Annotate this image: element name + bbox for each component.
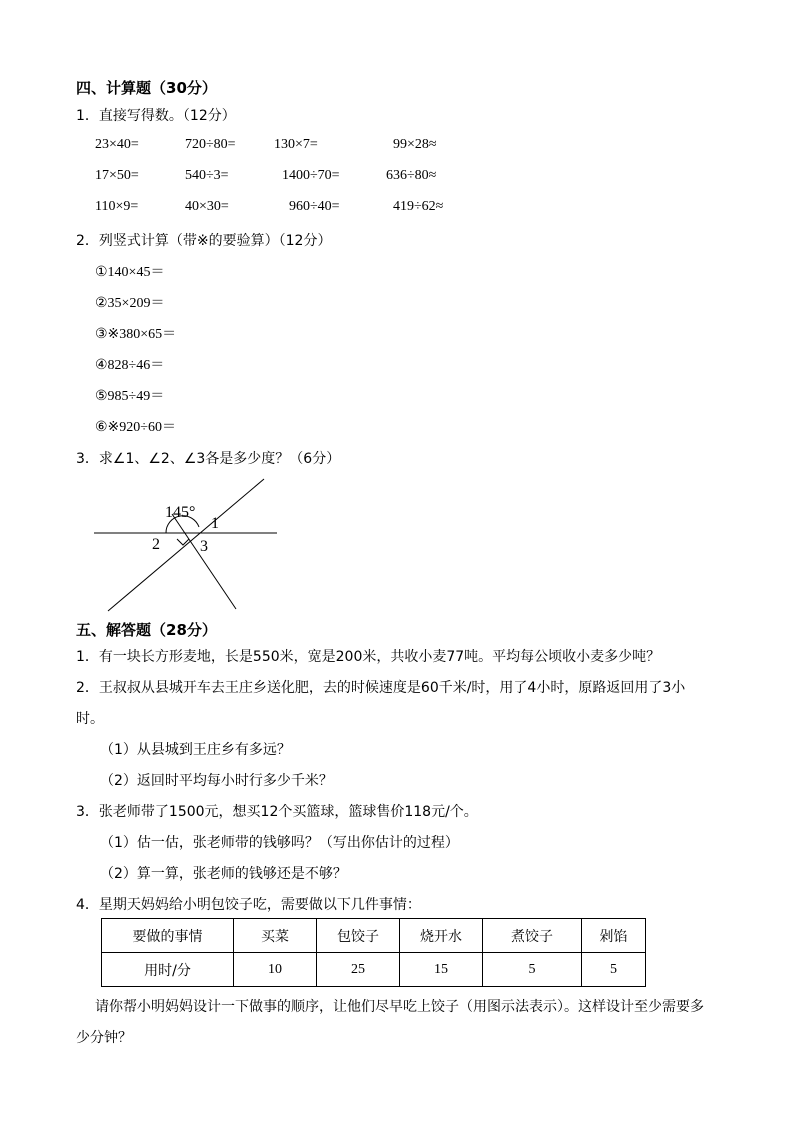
table-cell: 5 (582, 953, 646, 987)
angle-label-1: 1 (211, 515, 219, 532)
table-cell: 25 (317, 953, 400, 987)
table-header-cell: 剁馅 (582, 919, 646, 953)
table-cell: 10 (234, 953, 317, 987)
calc-item: 419÷62≈ (393, 199, 444, 214)
angle-figure (90, 474, 290, 614)
section4-title: 四、计算题（30分） (76, 79, 217, 97)
word-problem-3-line1: 3．张老师带了1500元，想买12个买篮球，篮球售价118元/个。 (76, 804, 478, 820)
table-cell: 15 (400, 953, 483, 987)
word-problem-2-sub1: （1）从县城到王庄乡有多远？ (100, 742, 291, 758)
calc-item: 540÷3= (185, 168, 229, 183)
angle-label-2: 2 (152, 536, 160, 553)
calc-item: 40×30= (185, 199, 229, 214)
section5-title: 五、解答题（28分） (76, 621, 217, 639)
table-row (102, 953, 646, 987)
q3-prompt: 3．求∠1、∠2、∠3各是多少度？（6分） (76, 451, 341, 467)
word-problem-4-para2: 少分钟？ (76, 1030, 132, 1046)
word-problem-3-sub2: （2）算一算，张老师的钱够还是不够？ (100, 866, 347, 882)
calc-item: 110×9= (95, 199, 139, 214)
calc-item: 960÷40= (289, 199, 340, 214)
table-cell: 5 (483, 953, 582, 987)
vertical-calc-item: ④828÷46＝ (95, 358, 165, 373)
table-header-cell: 包饺子 (317, 919, 400, 953)
calc-item: 720÷80= (185, 137, 236, 152)
calc-item: 636÷80≈ (386, 168, 437, 183)
word-problem-4-line1: 4．星期天妈妈给小明包饺子吃，需要做以下几件事情： (76, 897, 421, 913)
angle-label-145: 145° (165, 504, 196, 521)
diagonal-line-1 (108, 479, 264, 611)
vertical-calc-item: ⑥※920÷60＝ (95, 420, 176, 435)
word-problem-2-line1: 2．王叔叔从县城开车去王庄乡送化肥，去的时候速度是60千米/时，用了4小时，原路返回用了3小 (76, 680, 686, 696)
table-header-cell: 买菜 (234, 919, 317, 953)
word-problem-1: 1．有一块长方形麦地，长是550米，宽是200米，共收小麦77吨。平均每公顷收小麦多少吨？ (76, 649, 661, 665)
word-problem-2-line2: 时。 (76, 711, 104, 727)
calc-item: 23×40= (95, 137, 139, 152)
calc-item: 99×28≈ (393, 137, 437, 152)
task-time-table (101, 918, 646, 987)
q2-prompt: 2．列竖式计算（带※的要验算）（12分） (76, 233, 332, 249)
table-header-cell: 烧开水 (400, 919, 483, 953)
table-header-cell: 要做的事情 (102, 919, 234, 953)
word-problem-3-sub1: （1）估一估，张老师带的钱够吗？（写出你估计的过程） (100, 835, 459, 851)
calc-item: 17×50= (95, 168, 139, 183)
vertical-calc-item: ⑤985÷49＝ (95, 389, 165, 404)
word-problem-2-sub2: （2）返回时平均每小时行多少千米？ (100, 773, 333, 789)
diagonal-line-2 (172, 514, 236, 609)
vertical-calc-item: ③※380×65＝ (95, 327, 177, 342)
word-problem-4-para1: 请你帮小明妈妈设计一下做事的顺序，让他们尽早吃上饺子（用图示法表示）。这样设计至少需要多 (95, 999, 704, 1015)
table-header-row (102, 919, 646, 953)
calc-item: 130×7= (274, 137, 318, 152)
angle-label-3: 3 (200, 538, 208, 555)
q1-prompt: 1．直接写得数。（12分） (76, 108, 236, 124)
table-header-cell: 煮饺子 (483, 919, 582, 953)
calc-item: 1400÷70= (282, 168, 340, 183)
table-cell: 用时/分 (102, 953, 234, 987)
vertical-calc-item: ①140×45＝ (95, 265, 165, 280)
vertical-calc-item: ②35×209＝ (95, 296, 165, 311)
